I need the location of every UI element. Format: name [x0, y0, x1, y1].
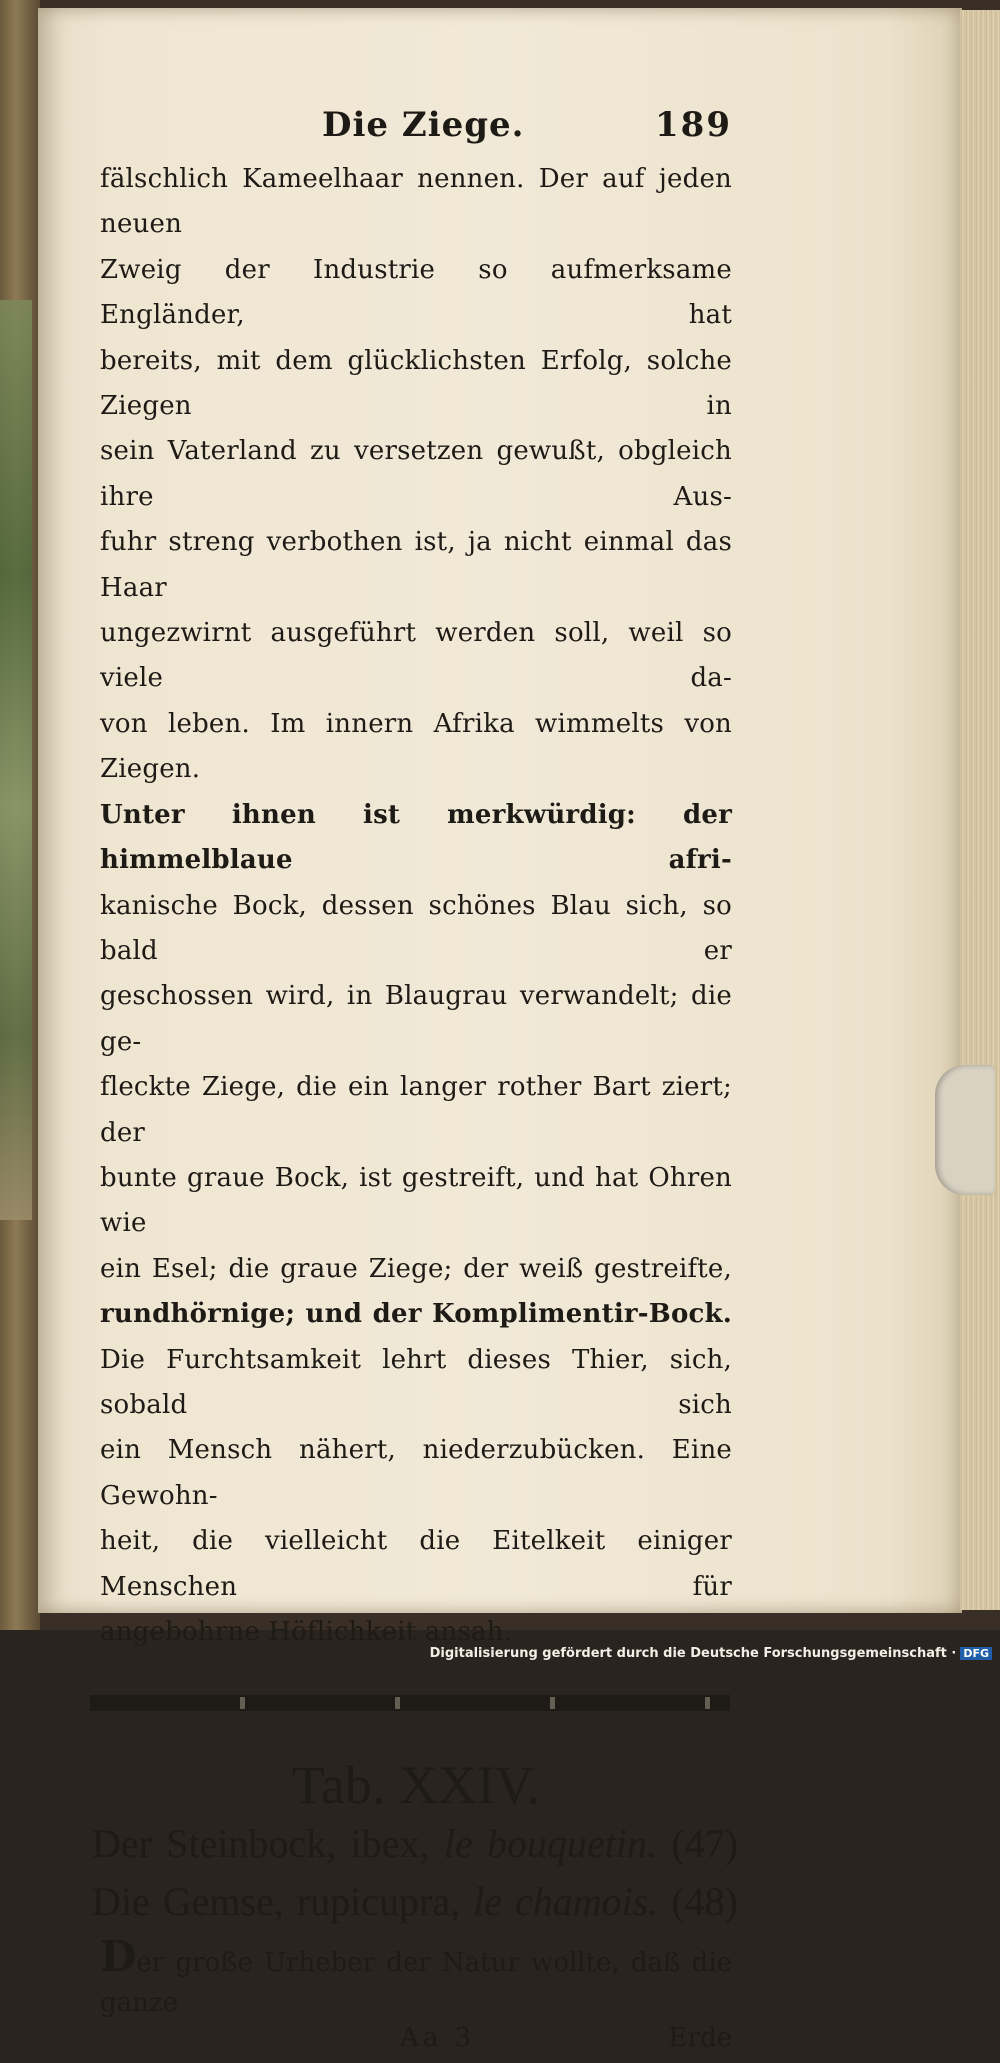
- species-number: (47): [671, 1821, 739, 1867]
- body-line: rundhörnige; und der Komplimentir-Bock.: [100, 1299, 732, 1330]
- body-line: angebohrne Höflichkeit ansah.: [100, 1617, 513, 1647]
- closing-line: [100, 1932, 732, 2023]
- species-german: Die Gemse,: [92, 1879, 284, 1925]
- body-line: Zweig der Industrie so aufmerksame Engländer, hat: [100, 254, 732, 331]
- body-line: ungezwirnt ausgeführt werden soll, weil so viele da-: [100, 618, 732, 694]
- body-line: ein Esel; die graue Ziege; der weiß gestreifte,: [100, 1253, 732, 1284]
- species-number: (48): [671, 1879, 738, 1925]
- running-header: [100, 105, 732, 155]
- body-line: Unter ihnen ist merkwürdig: der himmelblaue afri-: [100, 799, 732, 876]
- catchword: Erde: [668, 2023, 732, 2054]
- closing-line-text: er große Urheber der Natur wollte, daß die ganze: [100, 1948, 732, 2019]
- body-line: kanische Bock, dessen schönes Blau sich, so bald er: [100, 890, 732, 966]
- body-line: geschossen wird, in Blaugrau verwandelt; die ge-: [100, 981, 732, 1057]
- species-line: [92, 1873, 738, 1931]
- body-text: [100, 157, 732, 1655]
- species-latin: ibex,: [350, 1821, 430, 1867]
- running-title: Die Ziege.: [322, 105, 525, 145]
- page-footer: [100, 2023, 732, 2063]
- credit-text: Digitalisierung gefördert durch die Deutsche Forschungsgemeinschaft ·: [429, 1646, 957, 1661]
- page-tab-marker: [935, 1065, 995, 1195]
- facing-plate-strip: [0, 300, 32, 1220]
- body-line: fälschlich Kameelhaar nennen. Der auf jeden neuen: [100, 164, 732, 240]
- page-text-block: [92, 105, 739, 2063]
- body-line: von leben. Im innern Afrika wimmelts von Ziegen.: [100, 708, 732, 785]
- page-fore-edge: [960, 10, 1000, 1610]
- body-line: heit, die vielleicht die Eitelkeit einiger Menschen für: [100, 1526, 732, 1602]
- species-latin: rupicupra,: [296, 1879, 461, 1925]
- body-line: bunte graue Bock, ist gestreift, und hat Ohren wie: [100, 1162, 732, 1239]
- body-line: fleckte Ziege, die ein langer rother Bart ziert; der: [100, 1072, 732, 1148]
- body-line: sein Vaterland zu versetzen gewußt, obgleich ihre Aus-: [100, 436, 732, 512]
- plate-heading: Tab. XXIV.: [291, 1755, 541, 1816]
- section-divider: [90, 1695, 730, 1711]
- digitization-credit: [430, 1646, 992, 1661]
- body-line: bereits, mit dem glücklichsten Erfolg, solche Ziegen in: [100, 345, 732, 422]
- species-german: Der Steinbock,: [92, 1821, 337, 1867]
- body-line: ein Mensch nähert, niederzubücken. Eine Gewohn-: [100, 1435, 732, 1511]
- species-line: [92, 1815, 738, 1873]
- species-french: le chamois.: [473, 1879, 659, 1925]
- dfg-logo: DFG: [960, 1647, 992, 1660]
- page-number: 189: [655, 105, 732, 145]
- signature-mark: Aa 3: [400, 2023, 476, 2054]
- body-line: fuhr streng verbothen ist, ja nicht einmal das Haar: [100, 527, 732, 603]
- species-french: le bouquetin.: [443, 1821, 658, 1867]
- drop-initial: D: [100, 1932, 137, 1982]
- body-line: Die Furchtsamkeit lehrt dieses Thier, sich, sobald sich: [100, 1344, 732, 1420]
